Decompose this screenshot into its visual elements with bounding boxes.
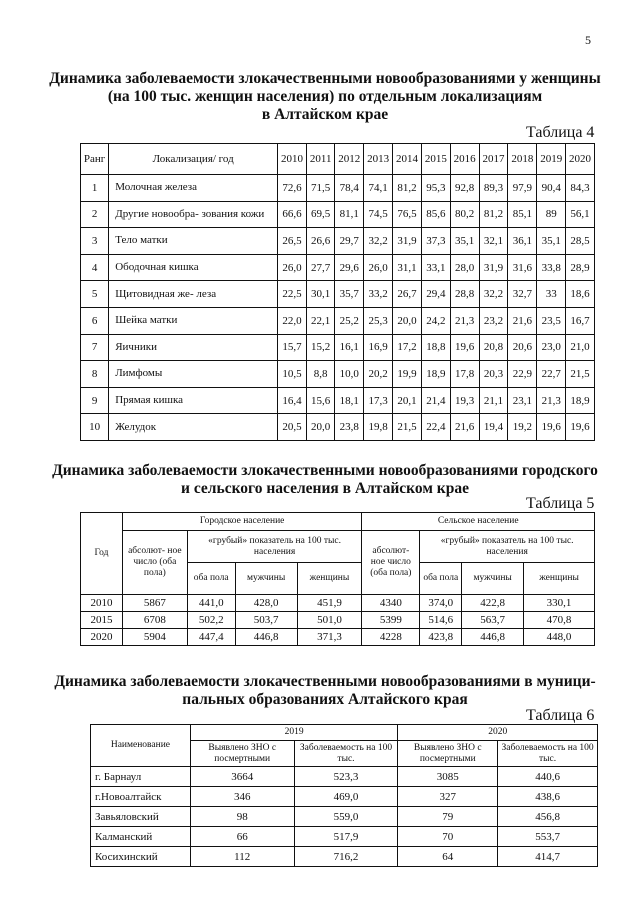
table-cell: 22,1 xyxy=(306,307,334,334)
table-cell: 33,2 xyxy=(364,281,393,308)
table-cell: 330,1 xyxy=(524,595,595,612)
table-cell: 66,6 xyxy=(278,201,307,228)
table-cell: 78,4 xyxy=(335,175,364,202)
table-cell: 470,8 xyxy=(524,612,595,629)
table-cell: 26,7 xyxy=(393,281,422,308)
header-rate-urban: «грубый» показатель на 100 тыс. населения xyxy=(187,531,362,563)
table-cell: 32,2 xyxy=(479,281,508,308)
table-cell: 31,6 xyxy=(508,254,537,281)
table-cell: 23,5 xyxy=(537,307,566,334)
table-cell: 18,8 xyxy=(421,334,450,361)
table-cell: 3664 xyxy=(190,767,294,787)
title-line: Динамика заболеваемости злокачественными новообразованиями в муници- xyxy=(54,673,596,690)
municipality-name: Завьяловский xyxy=(91,807,191,827)
table-cell: 85,1 xyxy=(508,201,537,228)
municipality-name: г. Барнаул xyxy=(91,767,191,787)
column-header: 2015 xyxy=(421,144,450,175)
header-incidence-2020: Заболеваемость на 100 тыс. xyxy=(498,741,598,767)
table-cell: 26,0 xyxy=(278,254,307,281)
table-cell: 20,3 xyxy=(479,361,508,388)
table4-title xyxy=(40,70,610,124)
header-detected-2019: Выявлено ЗНО с посмертными xyxy=(190,741,294,767)
table-cell: 23,1 xyxy=(508,387,537,414)
table-cell: 15,6 xyxy=(306,387,334,414)
table-cell: 90,4 xyxy=(537,175,566,202)
column-header: 2017 xyxy=(479,144,508,175)
table-cell: 4228 xyxy=(362,629,420,646)
municipality-name: Косихинский xyxy=(91,847,191,867)
table-row xyxy=(81,175,595,202)
table-row xyxy=(81,387,595,414)
column-header: 2016 xyxy=(450,144,479,175)
header-urban: Городское население xyxy=(122,513,362,531)
table-row xyxy=(91,827,598,847)
table-row xyxy=(81,201,595,228)
table6-label: Таблица 6 xyxy=(526,707,595,724)
table-cell: 22,7 xyxy=(537,361,566,388)
table-cell: 71,5 xyxy=(306,175,334,202)
table-cell: 4 xyxy=(81,254,109,281)
table-cell: 559,0 xyxy=(294,807,398,827)
column-header: 2018 xyxy=(508,144,537,175)
table-cell: 6708 xyxy=(122,612,187,629)
header-detected-2020: Выявлено ЗНО с посмертными xyxy=(398,741,498,767)
table-cell: 80,2 xyxy=(450,201,479,228)
table-cell: 64 xyxy=(398,847,498,867)
header-name: Наименование xyxy=(91,725,191,767)
table-cell: 22,4 xyxy=(421,414,450,441)
table-cell: 35,7 xyxy=(335,281,364,308)
column-header: 2011 xyxy=(306,144,334,175)
header-both-urban: оба пола xyxy=(187,563,235,595)
header-men-urban: мужчины xyxy=(235,563,297,595)
table-cell: 23,2 xyxy=(479,307,508,334)
table-cell: 21,5 xyxy=(566,361,595,388)
table-cell: 21,4 xyxy=(421,387,450,414)
title-line: Динамика заболеваемости злокачественными новообразованиями у женщины xyxy=(49,70,601,87)
table-cell: 346 xyxy=(190,787,294,807)
table-cell: 56,1 xyxy=(566,201,595,228)
table4 xyxy=(80,143,595,441)
table-cell: 5867 xyxy=(122,595,187,612)
table-cell: 20,1 xyxy=(393,387,422,414)
table-cell: 19,4 xyxy=(479,414,508,441)
table6-title xyxy=(40,673,610,709)
table-cell: 21,1 xyxy=(479,387,508,414)
table-cell: 28,0 xyxy=(450,254,479,281)
table-cell: 19,9 xyxy=(393,361,422,388)
table-cell: 32,1 xyxy=(479,228,508,255)
localization-cell: Тело матки xyxy=(109,228,278,255)
table-cell: 89,3 xyxy=(479,175,508,202)
table-header-row xyxy=(81,144,595,175)
table-cell: 22,9 xyxy=(508,361,537,388)
table-cell: 15,2 xyxy=(306,334,334,361)
table-row xyxy=(91,847,598,867)
table-cell: 28,5 xyxy=(566,228,595,255)
table-cell: 81,2 xyxy=(479,201,508,228)
table-cell: 69,5 xyxy=(306,201,334,228)
table-cell: 448,0 xyxy=(524,629,595,646)
table-cell: 1 xyxy=(81,175,109,202)
table-cell: 89 xyxy=(537,201,566,228)
table-cell: 438,6 xyxy=(498,787,598,807)
table-cell: 22,0 xyxy=(278,307,307,334)
table-row xyxy=(81,281,595,308)
table-row xyxy=(81,612,595,629)
table-cell: 95,3 xyxy=(421,175,450,202)
table-cell: 36,1 xyxy=(508,228,537,255)
table-cell: 10,0 xyxy=(335,361,364,388)
table-cell: 8 xyxy=(81,361,109,388)
table-cell: 21,3 xyxy=(537,387,566,414)
localization-cell: Ободочная кишка xyxy=(109,254,278,281)
table-cell: 66 xyxy=(190,827,294,847)
column-header: 2019 xyxy=(537,144,566,175)
table-cell: 24,2 xyxy=(421,307,450,334)
table-cell: 20,5 xyxy=(278,414,307,441)
table5-title xyxy=(40,462,610,498)
table-cell: 441,0 xyxy=(187,595,235,612)
table-cell: 553,7 xyxy=(498,827,598,847)
table-cell: 501,0 xyxy=(297,612,362,629)
table-cell: 422,8 xyxy=(462,595,524,612)
column-header: 2010 xyxy=(278,144,307,175)
table-cell: 20,0 xyxy=(393,307,422,334)
table-cell: 716,2 xyxy=(294,847,398,867)
table-cell: 9 xyxy=(81,387,109,414)
table-cell: 19,8 xyxy=(364,414,393,441)
table-cell: 33,8 xyxy=(537,254,566,281)
table-cell: 32,2 xyxy=(364,228,393,255)
table-cell: 26,6 xyxy=(306,228,334,255)
table-cell: 15,7 xyxy=(278,334,307,361)
localization-cell: Другие новообра- зования кожи xyxy=(109,201,278,228)
table-row xyxy=(81,361,595,388)
column-header: 2020 xyxy=(566,144,595,175)
table-cell: 7 xyxy=(81,334,109,361)
table-cell: 19,2 xyxy=(508,414,537,441)
column-header: 2013 xyxy=(364,144,393,175)
localization-cell: Шейка матки xyxy=(109,307,278,334)
table-cell: 84,3 xyxy=(566,175,595,202)
table-cell: 423,8 xyxy=(420,629,462,646)
table-cell: 79 xyxy=(398,807,498,827)
table-cell: 72,6 xyxy=(278,175,307,202)
table-cell: 414,7 xyxy=(498,847,598,867)
table-cell: 21,6 xyxy=(508,307,537,334)
table-cell: 19,3 xyxy=(450,387,479,414)
table-cell: 74,5 xyxy=(364,201,393,228)
table-row xyxy=(91,807,598,827)
table-cell: 76,5 xyxy=(393,201,422,228)
table-cell: 5399 xyxy=(362,612,420,629)
table-cell: 81,1 xyxy=(335,201,364,228)
table-cell: 31,9 xyxy=(479,254,508,281)
table-cell: 440,6 xyxy=(498,767,598,787)
table-cell: 6 xyxy=(81,307,109,334)
table-cell: 3 xyxy=(81,228,109,255)
table-cell: 19,6 xyxy=(537,414,566,441)
table-cell: 29,7 xyxy=(335,228,364,255)
table-cell: 85,6 xyxy=(421,201,450,228)
page-number: 5 xyxy=(585,33,591,47)
municipality-name: Калманский xyxy=(91,827,191,847)
table-row xyxy=(91,767,598,787)
table-cell: 17,3 xyxy=(364,387,393,414)
table-cell: 21,0 xyxy=(566,334,595,361)
header-rate-rural: «грубый» показатель на 100 тыс. населения xyxy=(420,531,595,563)
table-cell: 8,8 xyxy=(306,361,334,388)
table-cell: 70 xyxy=(398,827,498,847)
table-cell: 327 xyxy=(398,787,498,807)
localization-cell: Щитовидная же- леза xyxy=(109,281,278,308)
table-cell: 16,1 xyxy=(335,334,364,361)
header-both-rural: оба пола xyxy=(420,563,462,595)
table-cell: 74,1 xyxy=(364,175,393,202)
table-cell: 374,0 xyxy=(420,595,462,612)
table-cell: 23,8 xyxy=(335,414,364,441)
table-cell: 563,7 xyxy=(462,612,524,629)
table-cell: 25,2 xyxy=(335,307,364,334)
table-row xyxy=(81,629,595,646)
table-cell: 28,9 xyxy=(566,254,595,281)
table-row xyxy=(81,228,595,255)
header-2019: 2019 xyxy=(190,725,398,741)
table-cell: 35,1 xyxy=(450,228,479,255)
table-cell: 371,3 xyxy=(297,629,362,646)
column-header: 2014 xyxy=(393,144,422,175)
table-cell: 92,8 xyxy=(450,175,479,202)
table-cell: 22,5 xyxy=(278,281,307,308)
table-cell: 428,0 xyxy=(235,595,297,612)
table-cell: 3085 xyxy=(398,767,498,787)
table-cell: 29,6 xyxy=(335,254,364,281)
table-cell: 18,9 xyxy=(566,387,595,414)
title-line: (на 100 тыс. женщин населения) по отдельным локализациям xyxy=(107,88,543,105)
table-cell: 2020 xyxy=(81,629,123,646)
column-header: Ранг xyxy=(81,144,109,175)
table-cell: 29,4 xyxy=(421,281,450,308)
table-cell: 33,1 xyxy=(421,254,450,281)
table-cell: 81,2 xyxy=(393,175,422,202)
table-cell: 33 xyxy=(537,281,566,308)
municipality-name: г.Новоалтайск xyxy=(91,787,191,807)
table6 xyxy=(90,724,598,867)
table-cell: 21,5 xyxy=(393,414,422,441)
header-women-urban: женщины xyxy=(297,563,362,595)
table4-label: Таблица 4 xyxy=(526,124,595,141)
table-cell: 97,9 xyxy=(508,175,537,202)
table-cell: 31,1 xyxy=(393,254,422,281)
table-cell: 20,0 xyxy=(306,414,334,441)
title-line: Динамика заболеваемости злокачественными новообразованиями городского xyxy=(52,462,598,479)
table-cell: 451,9 xyxy=(297,595,362,612)
table-cell: 31,9 xyxy=(393,228,422,255)
table-cell: 18,6 xyxy=(566,281,595,308)
table-cell: 23,0 xyxy=(537,334,566,361)
header-abs-urban: абсолют- ное число (оба пола) xyxy=(122,531,187,595)
table-cell: 502,2 xyxy=(187,612,235,629)
table-cell: 446,8 xyxy=(235,629,297,646)
table-cell: 514,6 xyxy=(420,612,462,629)
table-cell: 446,8 xyxy=(462,629,524,646)
table-cell: 20,2 xyxy=(364,361,393,388)
table-cell: 523,3 xyxy=(294,767,398,787)
table-cell: 5 xyxy=(81,281,109,308)
table-cell: 19,6 xyxy=(450,334,479,361)
column-header: 2012 xyxy=(335,144,364,175)
table-cell: 30,1 xyxy=(306,281,334,308)
table-row xyxy=(91,787,598,807)
table-cell: 10,5 xyxy=(278,361,307,388)
table-cell: 98 xyxy=(190,807,294,827)
table-cell: 18,9 xyxy=(421,361,450,388)
table-cell: 28,8 xyxy=(450,281,479,308)
header-2020: 2020 xyxy=(398,725,598,741)
table-row xyxy=(81,254,595,281)
table-cell: 503,7 xyxy=(235,612,297,629)
table-row xyxy=(81,307,595,334)
header-abs-rural: абсолют- ное число (оба пола) xyxy=(362,531,420,595)
table-cell: 2 xyxy=(81,201,109,228)
table-cell: 16,9 xyxy=(364,334,393,361)
header-women-rural: женщины xyxy=(524,563,595,595)
table-cell: 112 xyxy=(190,847,294,867)
table-cell: 21,3 xyxy=(450,307,479,334)
table-cell: 4340 xyxy=(362,595,420,612)
column-header: Локализация/ год xyxy=(109,144,278,175)
localization-cell: Яичники xyxy=(109,334,278,361)
table-cell: 32,7 xyxy=(508,281,537,308)
header-rural: Сельское население xyxy=(362,513,595,531)
table-cell: 10 xyxy=(81,414,109,441)
table-cell: 17,2 xyxy=(393,334,422,361)
table-cell: 20,6 xyxy=(508,334,537,361)
table-cell: 19,6 xyxy=(566,414,595,441)
table-row xyxy=(81,334,595,361)
localization-cell: Желудок xyxy=(109,414,278,441)
table-cell: 27,7 xyxy=(306,254,334,281)
table-cell: 5904 xyxy=(122,629,187,646)
title-line: и сельского населения в Алтайском крае xyxy=(181,480,469,497)
localization-cell: Лимфомы xyxy=(109,361,278,388)
table-cell: 456,8 xyxy=(498,807,598,827)
localization-cell: Молочная железа xyxy=(109,175,278,202)
header-incidence-2019: Заболеваемость на 100 тыс. xyxy=(294,741,398,767)
localization-cell: Прямая кишка xyxy=(109,387,278,414)
table-cell: 35,1 xyxy=(537,228,566,255)
table-cell: 2010 xyxy=(81,595,123,612)
title-line: пальных образованиях Алтайского края xyxy=(182,691,468,708)
table-cell: 517,9 xyxy=(294,827,398,847)
table-cell: 17,8 xyxy=(450,361,479,388)
table-cell: 18,1 xyxy=(335,387,364,414)
table-row xyxy=(81,595,595,612)
title-line: в Алтайском крае xyxy=(261,106,389,123)
table-cell: 447,4 xyxy=(187,629,235,646)
table-cell: 21,6 xyxy=(450,414,479,441)
table-cell: 16,4 xyxy=(278,387,307,414)
table-cell: 25,3 xyxy=(364,307,393,334)
header-men-rural: мужчины xyxy=(462,563,524,595)
table5-label: Таблица 5 xyxy=(526,495,595,512)
table-cell: 16,7 xyxy=(566,307,595,334)
table-cell: 26,5 xyxy=(278,228,307,255)
table-row xyxy=(81,414,595,441)
table-cell: 37,3 xyxy=(421,228,450,255)
table-cell: 26,0 xyxy=(364,254,393,281)
table-cell: 2015 xyxy=(81,612,123,629)
table-cell: 20,8 xyxy=(479,334,508,361)
table-cell: 469,0 xyxy=(294,787,398,807)
header-year: Год xyxy=(81,513,123,595)
table5 xyxy=(80,512,595,646)
